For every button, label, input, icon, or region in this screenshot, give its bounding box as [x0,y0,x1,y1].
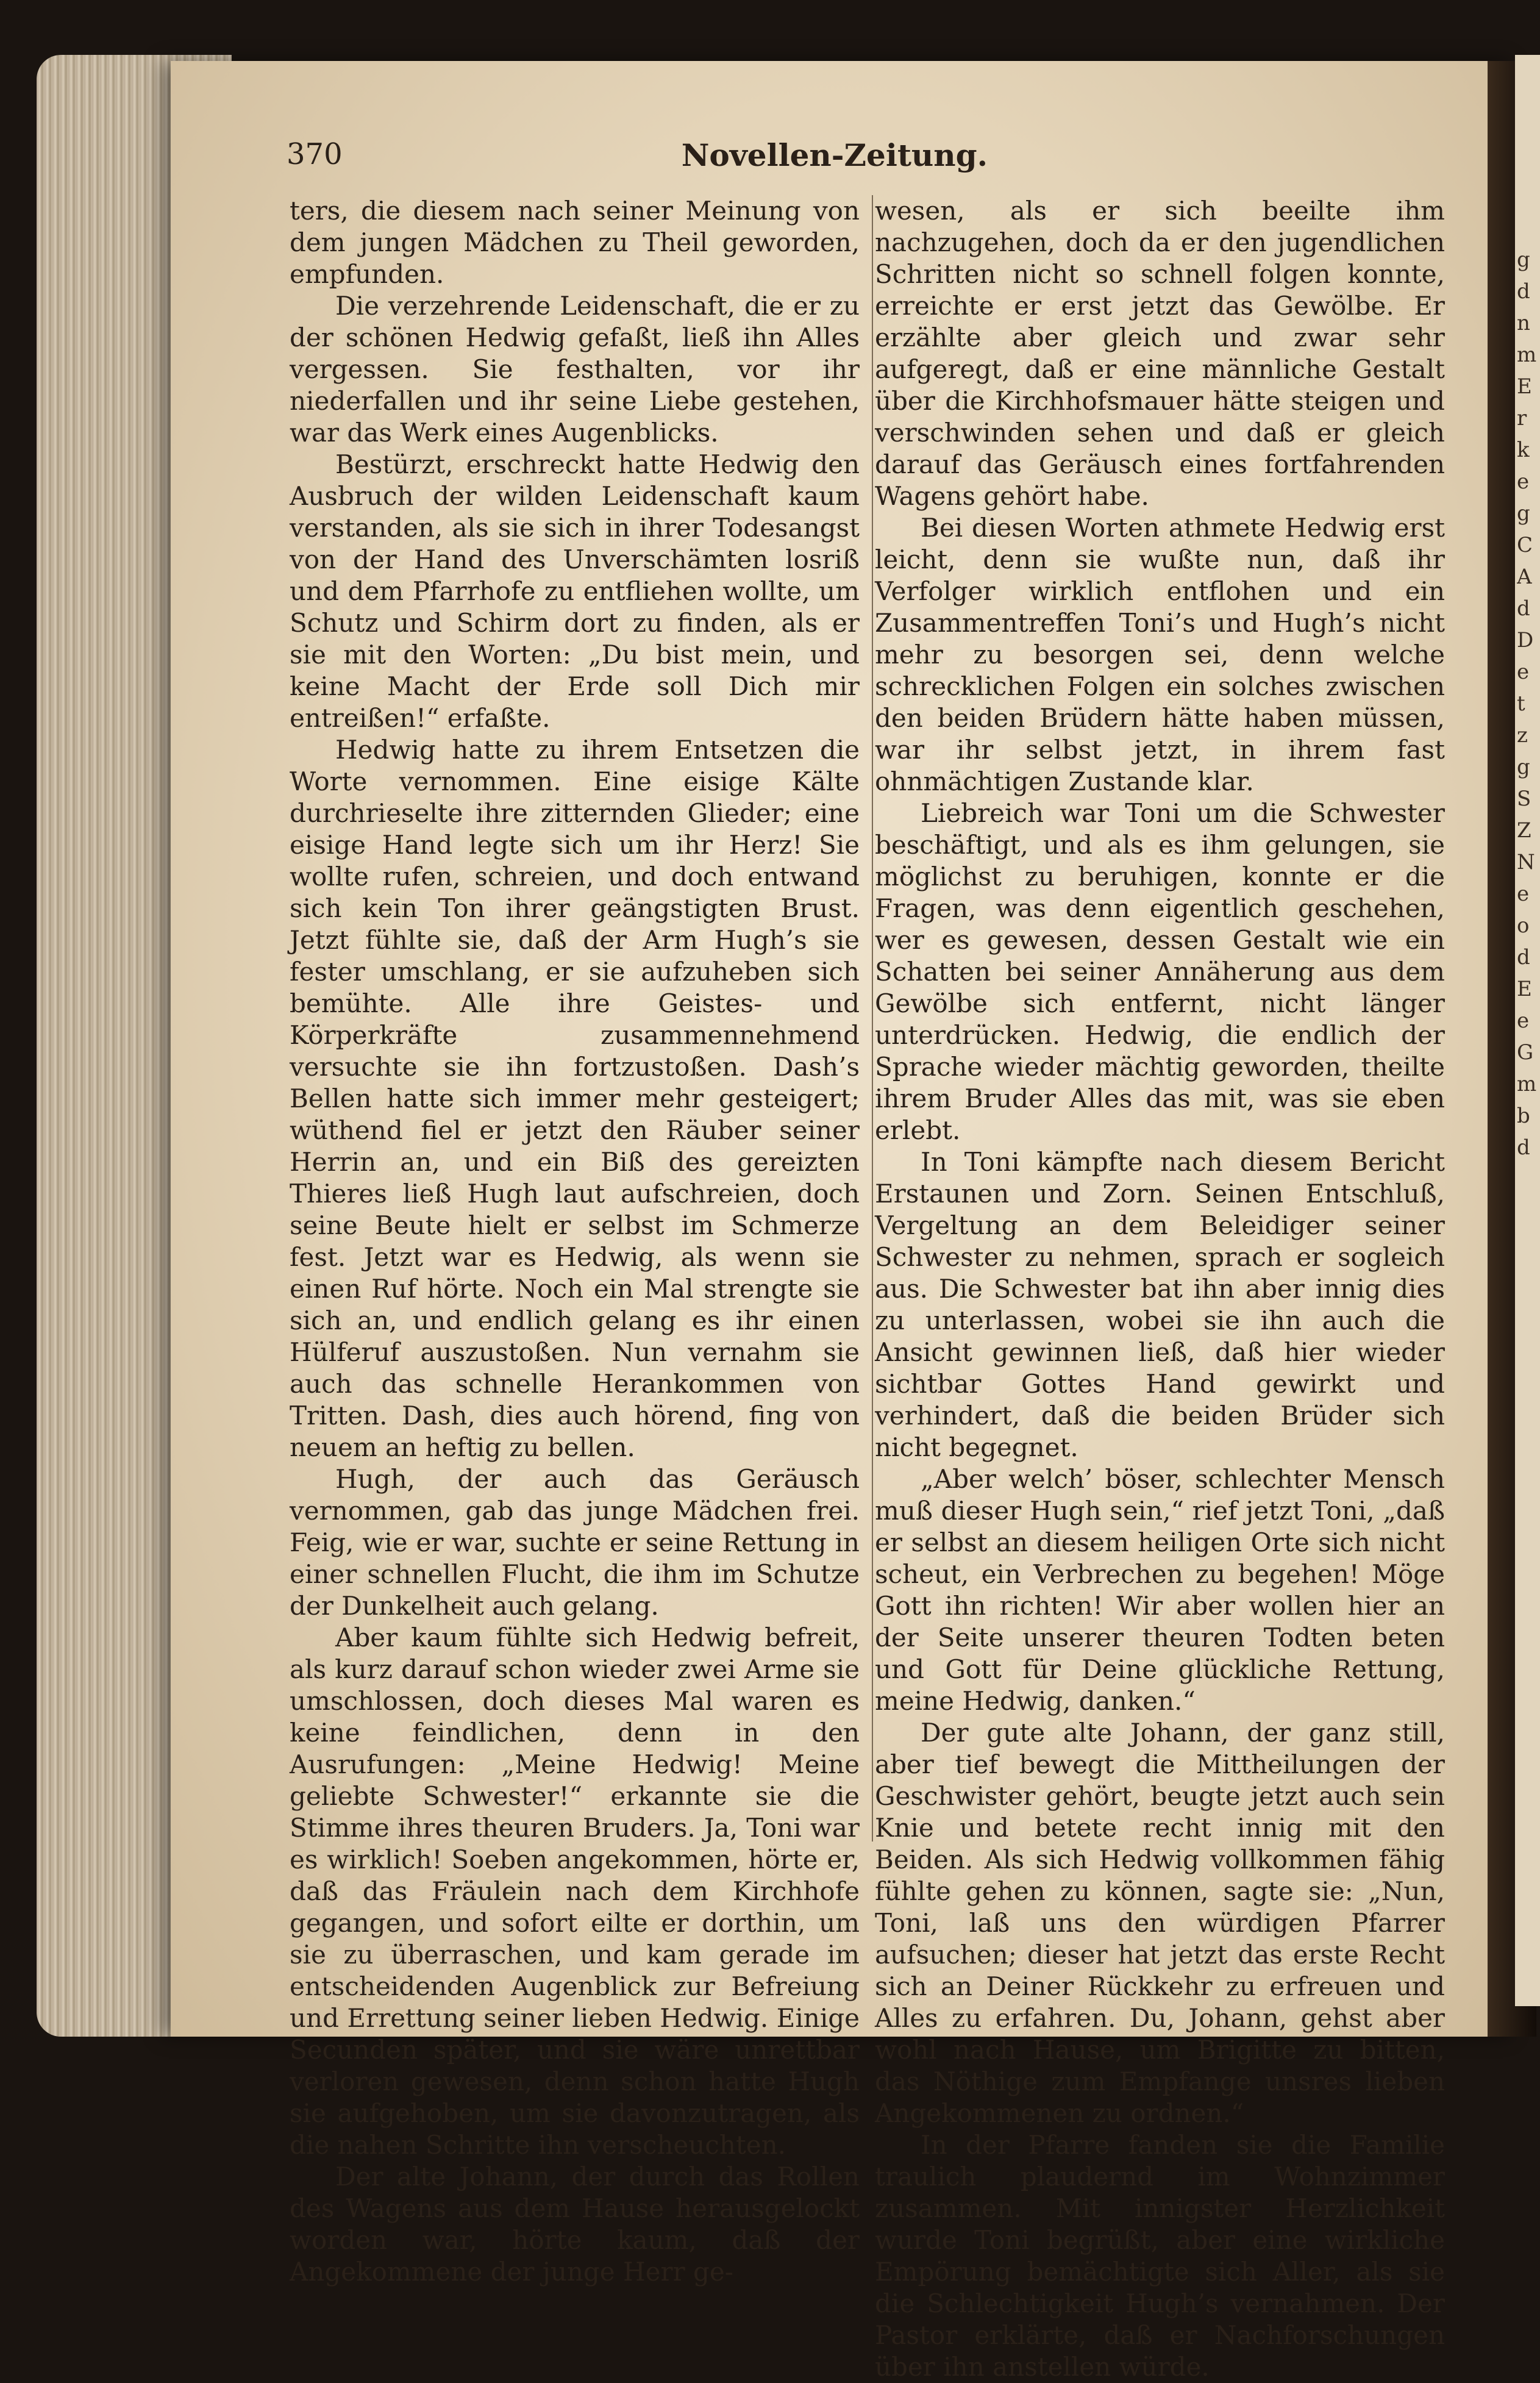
paragraph: Liebreich war Toni um die Schwester beschäftigt, und als es ihm gelungen, sie möglichst zu beruhigen, konnte er die Fragen, was denn eigentlich geschehen, wer es gewesen, dessen Gestalt wie ein Schatten bei seiner Annäherung aus dem Gewölbe sich entfernt, nicht länger unterdrücken. Hedwig, die endlich der Sprache wieder mächtig geworden, theilte ihrem Bruder Alles das mit, was sie eben erlebt. [875,798,1445,1145]
margin-letter: g [1517,248,1530,272]
paragraph: Hedwig hatte zu ihrem Entsetzen die Worte vernommen. Eine eisige Kälte durchrieselte ihre zitternden Glieder; eine eisige Hand legte sich um ihr Herz! Sie wollte rufen, schreien, und doch entwand sich kein Ton ihrer geängstigten Brust. Jetzt fühlte sie, daß der Arm Hugh’s sie fester umschlang, er sie aufzuheben sich bemühte. Alle ihre Geistes- und Körperkräfte zusammennehmend versuchte sie ihn fortzustoßen. Dash’s Bellen hatte sich immer mehr gesteigert; wüthend fiel er jetzt den Räuber seiner Herrin an, und ein Biß des gereizten Thieres ließ Hugh laut aufschreien, doch seine Beute hielt er selbst im Schmerze fest. Jetzt war es Hedwig, als wenn sie einen Ruf hörte. Noch ein Mal strengte sie sich an, und endlich gelang es ihr einen Hülferuf auszustoßen. Nun vernahm sie auch das schnelle Herankommen von Tritten. Dash, dies auch hörend, fing von neuem an heftig zu bellen. [290,735,860,1462]
column-divider [872,195,873,1842]
margin-letter: t [1517,691,1525,716]
paragraph: In Toni kämpfte nach diesem Bericht Erstaunen und Zorn. Seinen Entschluß, Vergeltung an dem Beleidiger seiner Schwester zu nehmen, sprach er sogleich aus. Die Schwester bat ihn aber innig dies zu unterlassen, wobei sie ihn auch die Ansicht gewinnen ließ, daß hier wieder sichtbar Gottes Hand gewirkt und verhindert, daß die beiden Brüder sich nicht begegnet. [875,1147,1445,1462]
margin-letter: m [1517,1072,1537,1096]
margin-letter: A [1517,565,1532,589]
margin-letter: k [1517,438,1530,462]
margin-letter: r [1517,406,1527,431]
margin-letter: d [1517,596,1530,621]
paragraph: „Aber welch’ böser, schlechter Mensch muß dieser Hugh sein,“ rief jetzt Toni, „daß er selbst an diesem heiligen Orte sich nicht scheut, ein Verbrechen zu begehen! Möge Gott ihn richten! Wir aber wollen hier an der Seite unserer theuren Todten beten und Gott für Deine glückliche Rettung, meine Hedwig, danken.“ [875,1464,1445,1716]
margin-letter: D [1517,628,1534,652]
page-header [287,137,988,180]
paragraph: Der alte Johann, der durch das Rollen des Wagens aus dem Hause herausgelockt worden war, hörte kaum, daß der Angekommene der junge Herr ge- [290,2162,860,2287]
margin-letter: C [1517,533,1533,557]
margin-letter: G [1517,1040,1534,1065]
margin-letter: g [1517,501,1530,526]
margin-letter: e [1517,470,1530,494]
margin-letter: b [1517,1104,1530,1128]
margin-letter: Z [1517,818,1531,843]
paragraph: Hugh, der auch das Geräusch vernommen, gab das junge Mädchen frei. Feig, wie er war, suchte er seine Rettung in einer schnellen Flucht, die ihm im Schutze der Dunkelheit auch gelang. [290,1464,860,1621]
margin-letter: e [1517,882,1530,906]
margin-letter: d [1517,279,1530,304]
paragraph: ters, die diesem nach seiner Meinung von dem jungen Mädchen zu Theil geworden, empfunden. [290,196,860,289]
margin-letter: z [1517,723,1528,748]
margin-letter: S [1517,787,1531,811]
margin-letter: e [1517,660,1530,684]
margin-letter: E [1517,977,1532,1001]
left-text-column [290,195,860,2288]
margin-letter: n [1517,311,1530,335]
margin-letter: m [1517,343,1537,367]
paragraph: Bei diesen Worten athmete Hedwig erst leicht, denn sie wußte nun, daß ihr Verfolger wirklich entflohen und ein Zusammentreffen Toni’s und Hugh’s nicht mehr zu besorgen sei, denn welche schrecklichen Folgen ein solches zwischen den beiden Brüdern hätte haben müssen, war ihr selbst jetzt, in ihrem fast ohnmächtigen Zustande klar. [875,513,1445,796]
paragraph: Die verzehrende Leidenschaft, die er zu der schönen Hedwig gefaßt, ließ ihn Alles vergessen. Sie festhalten, vor ihr niederfallen und ihr seine Liebe gestehen, war das Werk eines Augenblicks. [290,291,860,448]
margin-letter: e [1517,1009,1530,1033]
paragraph: wesen, als er sich beeilte ihm nachzugehen, doch da er den jugendlichen Schritten nicht so schnell folgen konnte, erreichte er erst jetzt das Gewölbe. Er erzählte aber gleich und zwar sehr aufgeregt, daß er eine männliche Gestalt über die Kirchhofsmauer hätte steigen und verschwinden sehen und daß er gleich darauf das Geräusch eines fortfahrenden Wagens gehört habe. [875,196,1445,511]
margin-letter: E [1517,374,1532,399]
paragraph: Der gute alte Johann, der ganz still, aber tief bewegt die Mittheilungen der Geschwister gehört, beugte jetzt auch sein Knie und betete recht innig mit den Beiden. Als sich Hedwig vollkommen fähig fühlte gehen zu können, sagte sie: „Nun, Toni, laß uns den würdigen Pfarrer aufsuchen; dieser hat jetzt das erste Recht sich an Deiner Rückkehr zu erfreuen und Alles zu erfahren. Du, Johann, gehst aber wohl nach Hause, um Brigitte zu bitten, das Nöthige zum Empfange unsres lieben Angekommenen zu ordnen.“ [875,1718,1445,2128]
margin-letter: o [1517,913,1530,938]
right-text-column [875,195,1445,2383]
paragraph: Aber kaum fühlte sich Hedwig befreit, als kurz darauf schon wieder zwei Arme sie umschlossen, doch dieses Mal waren es keine feindlichen, denn in den Ausrufungen: „Meine Hedwig! Meine geliebte Schwester!“ erkannte sie die Stimme ihres theuren Bruders. Ja, Toni war es wirklich! Soeben angekommen, hörte er, daß das Fräulein nach dem Kirchhofe gegangen, und sofort eilte er dorthin, um sie zu überraschen, und kam gerade im entscheidenden Augenblick zur Befreiung und Errettung seiner lieben Hedwig. Einige Secunden später, und sie wäre unrettbar verloren gewesen, denn schon hatte Hugh sie aufgehoben, um sie davonzutragen, als die nahen Schritte ihn verscheuchten. [290,1623,860,2160]
next-page-margin-text [1517,244,1540,1163]
running-title: Novellen-Zeitung. [681,137,988,173]
page-number: 370 [287,137,343,171]
margin-letter: d [1517,1135,1530,1160]
margin-letter: N [1517,850,1535,874]
margin-letter: g [1517,755,1530,779]
margin-letter: d [1517,945,1530,970]
paragraph: In der Pfarre fanden sie die Familie traulich plaudernd im Wohnzimmer zusammen. Mit innigster Herzlichkeit wurde Toni begrüßt, aber eine wirkliche Empörung bemächtigte sich Aller, als sie die Schlechtigkeit Hugh’s vernahmen. Der Pastor erklärte, daß er Nachforschungen über ihn anstellen würde. [875,2130,1445,2382]
paragraph: Bestürzt, erschreckt hatte Hedwig den Ausbruch der wilden Leidenschaft kaum verstanden, als sie sich in ihrer Todesangst von der Hand des Unverschämten losriß und dem Pfarrhofe zu entfliehen wollte, um Schutz und Schirm dort zu finden, als er sie mit den Worten: „Du bist mein, und keine Macht der Erde soll Dich mir entreißen!“ erfaßte. [290,449,860,733]
